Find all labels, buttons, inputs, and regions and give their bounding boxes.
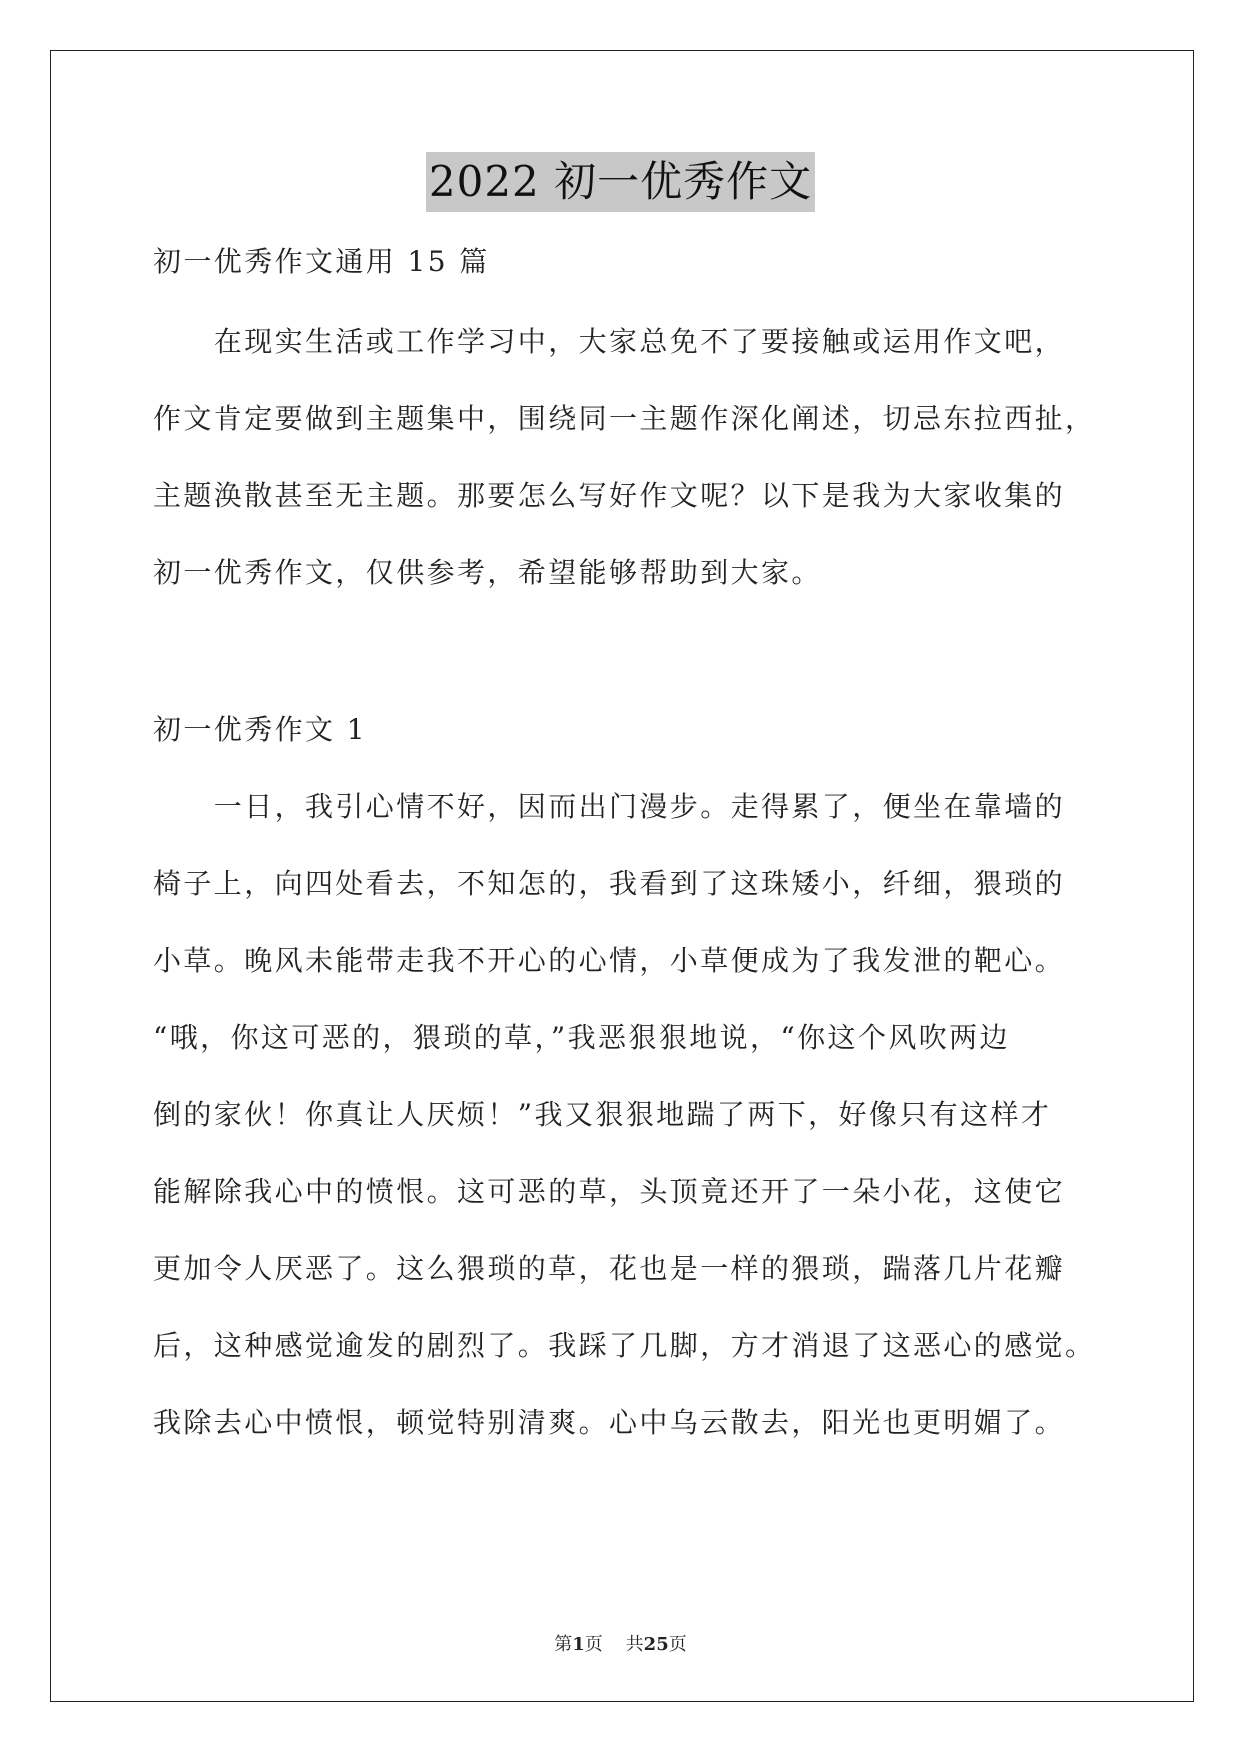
total-unit: 页	[668, 1634, 687, 1655]
document-title: 2022 初一优秀作文	[426, 152, 815, 212]
document-body	[153, 232, 1113, 1470]
essay-line: 小草。晚风未能带走我不开心的心情，小草便成为了我发泄的靶心。	[153, 944, 1066, 977]
intro-line: 初一优秀作文，仅供参考，希望能够帮助到大家。	[153, 556, 822, 589]
essay-line: 更加令人厌恶了。这么猥琐的草，花也是一样的猥琐，踹落几片花瓣	[153, 1252, 1066, 1285]
essay-line: “哦，你这可恶的，猥琐的草，”我恶狠狠地说，“你这个风吹两边	[153, 1021, 1010, 1054]
page-unit: 页	[584, 1634, 603, 1655]
page-footer	[0, 1630, 1241, 1656]
essay-line: 一日，我引心情不好，因而出门漫步。走得累了，便坐在靠墙的	[153, 790, 1066, 823]
essay-line: 倒的家伙！你真让人厌烦！”我又狠狠地踹了两下，好像只有这样才	[153, 1098, 1052, 1131]
total-pages-number: 25	[643, 1634, 669, 1655]
title-container	[0, 152, 1241, 212]
total-prefix: 共	[625, 1634, 644, 1655]
document-subtitle: 初一优秀作文通用 15 篇	[153, 245, 490, 278]
intro-line: 作文肯定要做到主题集中，围绕同一主题作深化阐述，切忌东拉西扯，	[153, 402, 1096, 435]
paragraph-gap	[153, 620, 1113, 700]
section-heading: 初一优秀作文 1	[153, 713, 367, 746]
essay-line: 能解除我心中的愤恨。这可恶的草，头顶竟还开了一朵小花，这使它	[153, 1175, 1066, 1208]
intro-line: 在现实生活或工作学习中，大家总免不了要接触或运用作文吧，	[153, 325, 1066, 358]
essay-line: 我除去心中愤恨，顿觉特别清爽。心中乌云散去，阳光也更明媚了。	[153, 1406, 1066, 1439]
essay-line: 椅子上，向四处看去，不知怎的，我看到了这珠矮小，纤细，猥琐的	[153, 867, 1066, 900]
page-prefix: 第	[554, 1634, 573, 1655]
essay-line: 后，这种感觉逾发的剧烈了。我踩了几脚，方才消退了这恶心的感觉。	[153, 1329, 1096, 1362]
current-page-number: 1	[572, 1634, 585, 1655]
intro-line: 主题涣散甚至无主题。那要怎么写好作文呢？以下是我为大家收集的	[153, 479, 1066, 512]
